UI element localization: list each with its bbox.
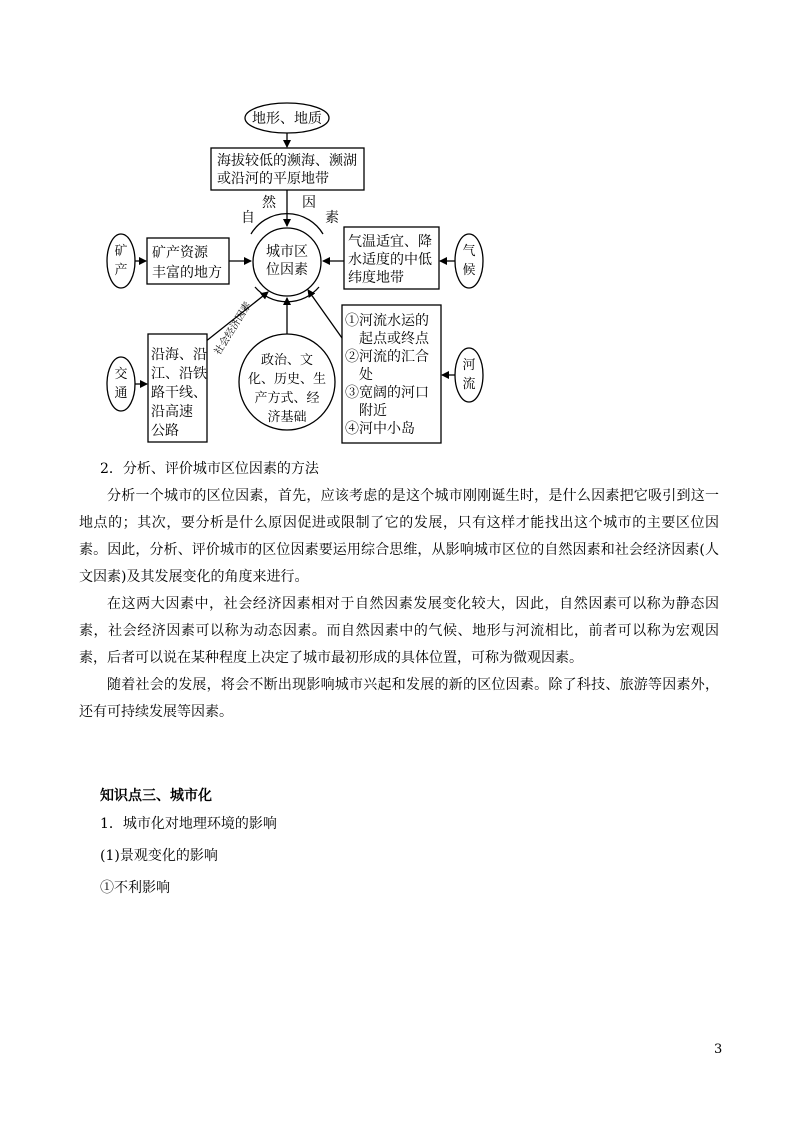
natural-arc-char-3: 因: [302, 195, 316, 211]
transport-box-line-3: 路干线、: [151, 385, 207, 401]
transport-oval: [107, 357, 135, 411]
minerals-box: [147, 238, 229, 284]
subheading-3: ①不利影响: [100, 880, 170, 896]
social-economic-label: 社会经济因素: [212, 300, 254, 358]
rivers-box-line-3: ②河流的汇合: [345, 349, 429, 365]
politics-line-4: 济基础: [267, 410, 307, 425]
paragraph-1: 分析一个城市的区位因素，首先，应该考虑的是这个城市刚刚诞生时，是什么因素把它吸引到这一地点的；其次，要分析是什么原因促进或限制了它的发展，只有这样才能找出这个城市的主要区位因素。因此，分析、评价城市的区位因素要运用综合思维，从影响城市区位的自然因素和社会经济因素(人文因素)及其发展变化的角度来进行。: [79, 488, 719, 585]
climate-char-1: 气: [462, 244, 476, 259]
transport-char-2: 通: [114, 386, 128, 401]
terrain-box-line-2: 或沿河的平原地带: [217, 171, 329, 187]
transport-char-1: 交: [114, 367, 128, 382]
politics-line-1: 政治、文: [260, 353, 314, 368]
knowledge-point-title: 知识点三、城市化: [100, 788, 212, 804]
climate-box-line-3: 纬度地带: [348, 270, 404, 286]
minerals-char-1: 矿: [114, 244, 128, 259]
rivers-char-1: 河: [462, 358, 476, 373]
transport-box-line-2: 江、沿铁: [151, 366, 207, 382]
minerals-oval: [107, 234, 135, 288]
natural-arc-char-1: 自: [241, 210, 255, 226]
terrain-box-line-1: 海拔较低的濒海、濒湖: [217, 153, 357, 169]
rivers-box-line-1: ①河流水运的: [345, 313, 429, 329]
climate-box-line-1: 气温适宜、降: [348, 234, 432, 250]
subheading-2: (1)景观变化的影响: [100, 848, 218, 864]
minerals-char-2: 产: [114, 263, 128, 278]
city-location-factors-diagram: [0, 0, 794, 450]
rivers-oval: [455, 348, 483, 402]
paragraph-2: 在这两大因素中，社会经济因素相对于自然因素发展变化较大，因此，自然因素可以称为静态因素，社会经济因素可以称为动态因素。而自然因素中的气候、地形与河流相比，前者可以称为宏观因素，后者可以说在某种程度上决定了城市最初形成的具体位置，可称为微观因素。: [79, 596, 719, 666]
climate-oval: [455, 234, 483, 288]
climate-box: [344, 227, 439, 289]
page-number: 3: [714, 1042, 723, 1057]
transport-box: [148, 334, 207, 442]
terrain-geology-oval: [245, 103, 329, 133]
politics-culture-circle: [239, 334, 335, 430]
rivers-box-line-5: ③宽阔的河口: [345, 385, 429, 401]
center-line-2: 位因素: [266, 262, 308, 278]
rivers-box-line-7: ④河中小岛: [345, 421, 415, 437]
natural-arc-char-2: 然: [262, 195, 276, 211]
center-line-1: 城市区: [266, 244, 308, 260]
climate-char-2: 候: [462, 263, 476, 278]
rivers-box: [342, 305, 441, 443]
section-2-heading: 2．分析、评价城市区位因素的方法: [100, 461, 319, 477]
rivers-box-line-4: 处: [359, 367, 373, 383]
natural-arc-char-4: 素: [325, 210, 339, 226]
rivers-char-2: 流: [462, 377, 476, 392]
transport-box-line-5: 公路: [151, 423, 179, 439]
politics-line-2: 化、历史、生: [247, 372, 327, 387]
section-2-block: [79, 456, 719, 726]
climate-box-line-2: 水适度的中低: [348, 252, 432, 268]
rivers-box-line-6: 附近: [359, 403, 387, 419]
politics-line-3: 产方式、经: [254, 391, 320, 406]
transport-box-line-4: 沿高速: [151, 404, 193, 420]
rivers-box-line-2: 起点或终点: [359, 331, 429, 347]
transport-box-line-1: 沿海、沿: [151, 347, 207, 363]
paragraph-3: 随着社会的发展，将会不断出现影响城市兴起和发展的新的区位因素。除了科技、旅游等因素外，还有可持续发展等因素。: [79, 677, 719, 720]
minerals-box-line-2: 丰富的地方: [152, 265, 222, 281]
terrain-box: [211, 148, 364, 190]
city-location-factors-circle: [253, 228, 321, 296]
terrain-geology-label: 地形、地质: [252, 111, 322, 127]
subheading-1: 1．城市化对地理环境的影响: [100, 816, 277, 832]
minerals-box-line-1: 矿产资源: [152, 245, 208, 261]
